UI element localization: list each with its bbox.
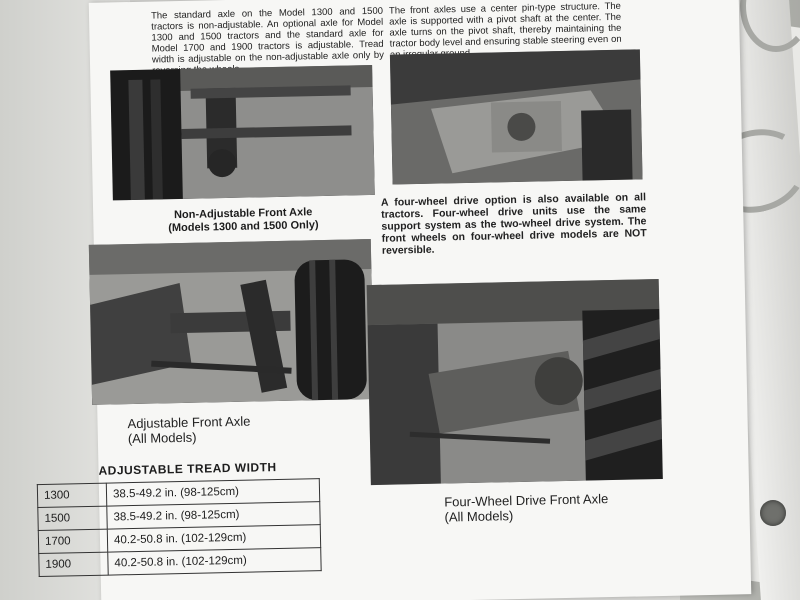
photo-non-adjustable-axle [110, 65, 375, 200]
caption-adjustable-models: (All Models) [127, 429, 197, 447]
photo-four-wheel-axle [367, 279, 663, 485]
tread-range-cell: 38.5-49.2 in. (98-125cm) [107, 502, 320, 529]
binder-hole-bottom [760, 500, 786, 526]
tread-range-cell: 38.5-49.2 in. (98-125cm) [106, 479, 319, 506]
intro-right-paragraph: The front axles use a center pin-type structure. The axle is supported with a pivot shaft at the center. The axle turns on the pivot shaft, thereby maintaining the tractor body level and ensuring stable steering even on [388, 0, 622, 50]
tread-range-cell: 40.2-50.8 in. (102-129cm) [108, 548, 321, 575]
photo-adjustable-axle [89, 239, 374, 405]
photo-non-adjustable-axle-art [110, 65, 375, 200]
caption-four-wheel-title: Four-Wheel Drive Front Axle [444, 491, 609, 510]
model-cell: 1300 [37, 483, 106, 507]
four-wheel-drive-note: A four-wheel drive option is also available on all tractors. Four-wheel drive units use the same support system as the two-wheel drive system. The front wheels on four-wheel drive models are NOT reversible. [380, 191, 647, 258]
tread-table-title: ADJUSTABLE TREAD WIDTH [98, 460, 277, 478]
model-cell: 1700 [38, 529, 107, 553]
photo-center-pivot-art [390, 49, 643, 184]
caption-non-adjustable [143, 206, 343, 235]
manual-page [43, 0, 752, 600]
tread-table-body [37, 479, 321, 577]
photo-center-pivot [390, 49, 643, 184]
caption-four-wheel [444, 491, 675, 526]
intro-left-paragraph: The standard axle on the Model 1300 and 1500 tractors is non-adjustable. An optional axle for Model 1300 and 1500 tractors and the standard axle for Model 1700 and 1900 tractors is adjustable. Tread width is adjustable on the non-adjustable axle only by [150, 5, 385, 66]
tread-range-cell: 40.2-50.8 in. (102-129cm) [107, 525, 320, 552]
caption-four-wheel-models: (All Models) [444, 508, 514, 525]
photo-four-wheel-axle-art [367, 279, 663, 485]
model-cell: 1500 [38, 506, 107, 530]
model-cell: 1900 [39, 552, 108, 576]
photo-adjustable-axle-art [89, 239, 374, 405]
caption-non-adjustable-title: Non-Adjustable Front Axle [173, 206, 313, 222]
table-row [39, 548, 321, 577]
tread-width-table [37, 478, 322, 577]
caption-non-adjustable-models: (Models 1300 and 1500 Only) [168, 218, 319, 234]
caption-adjustable-title: Adjustable Front Axle [127, 413, 251, 432]
caption-adjustable [127, 413, 328, 447]
